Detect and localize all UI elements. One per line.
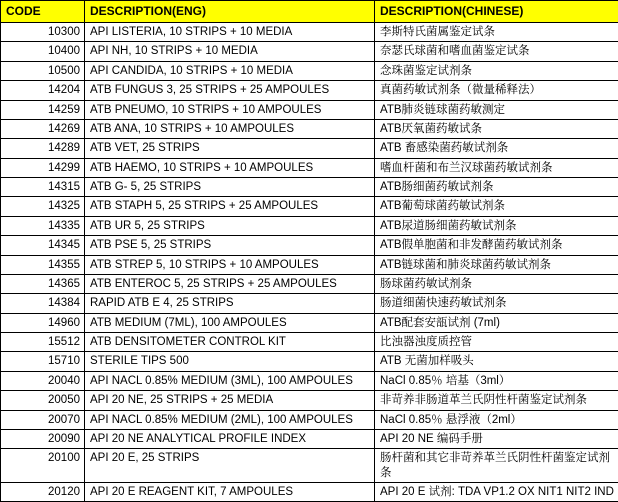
cell-description-eng: ATB MEDIUM (7ML), 100 AMPOULES [85,313,375,332]
cell-description-chinese: API 20 NE 编码手册 [375,429,618,448]
cell-code: 10300 [1,23,85,42]
table-row [1,100,618,119]
cell-description-chinese: ATB肺炎链球菌药敏测定 [375,100,618,119]
table-row [1,158,618,177]
table-row [1,352,618,371]
cell-code: 14325 [1,197,85,216]
cell-description-eng: ATB PSE 5, 25 STRIPS [85,236,375,255]
table-row [1,294,618,313]
table-row [1,274,618,293]
cell-code: 20090 [1,429,85,448]
table-header-row [1,1,618,23]
cell-description-chinese: 奈瑟氏球菌和嗜血菌鉴定试条 [375,42,618,61]
cell-description-eng: API 20 NE ANALYTICAL PROFILE INDEX [85,429,375,448]
cell-code: 10500 [1,61,85,80]
cell-description-eng: API NH, 10 STRIPS + 10 MEDIA [85,42,375,61]
table-row [1,23,618,42]
cell-description-eng: ATB ENTEROC 5, 25 STRIPS + 25 AMPOULES [85,274,375,293]
table-row [1,119,618,138]
cell-description-chinese: 肠道细菌快速药敏试剂条 [375,294,618,313]
cell-code: 14299 [1,158,85,177]
cell-code: 14289 [1,139,85,158]
table-row [1,410,618,429]
cell-description-chinese: ATB链球菌和肺炎球菌药敏试剂条 [375,255,618,274]
table-row [1,255,618,274]
cell-description-chinese: 比浊器浊度质控管 [375,333,618,352]
cell-description-eng: STERILE TIPS 500 [85,352,375,371]
cell-description-chinese: 真菌药敏试剂条（微量稀释法） [375,81,618,100]
cell-code: 14335 [1,216,85,235]
column-header-description-chinese: DESCRIPTION(CHINESE) [375,1,618,23]
cell-code: 14315 [1,178,85,197]
cell-description-eng: API 20 E, 25 STRIPS [85,449,375,483]
cell-description-eng: ATB ANA, 10 STRIPS + 10 AMPOULES [85,119,375,138]
cell-code: 14345 [1,236,85,255]
cell-description-chinese: 非苛养非肠道革兰氏阴性杆菌鉴定试剂条 [375,391,618,410]
table-row [1,313,618,332]
cell-code: 20050 [1,391,85,410]
cell-description-eng: ATB STREP 5, 10 STRIPS + 10 AMPOULES [85,255,375,274]
cell-code: 14269 [1,119,85,138]
cell-description-chinese: NaCl 0.85％ 培基（3ml） [375,371,618,390]
cell-description-eng: API NACL 0.85% MEDIUM (2ML), 100 AMPOULES [85,410,375,429]
table-row [1,197,618,216]
cell-code: 14960 [1,313,85,332]
cell-code: 15512 [1,333,85,352]
cell-code: 20120 [1,483,85,502]
cell-description-chinese: ATB 无菌加样吸头 [375,352,618,371]
cell-description-chinese: ATB假单胞菌和非发酵菌药敏试剂条 [375,236,618,255]
cell-description-eng: ATB G- 5, 25 STRIPS [85,178,375,197]
cell-description-chinese: ATB葡萄球菌药敏试剂条 [375,197,618,216]
cell-description-chinese: ATB肠细菌药敏试剂条 [375,178,618,197]
cell-description-chinese: 肠球菌药敏试剂条 [375,274,618,293]
cell-description-chinese: 念珠菌鉴定试剂条 [375,61,618,80]
table-row [1,81,618,100]
cell-code: 14204 [1,81,85,100]
cell-code: 15710 [1,352,85,371]
cell-description-eng: API 20 NE, 25 STRIPS + 25 MEDIA [85,391,375,410]
cell-description-chinese: API 20 E 试剂: TDA VP1.2 OX NIT1 NIT2 IND [375,483,618,502]
cell-description-eng: ATB FUNGUS 3, 25 STRIPS + 25 AMPOULES [85,81,375,100]
table-header [1,1,618,23]
table-row [1,333,618,352]
table-row [1,42,618,61]
cell-code: 14365 [1,274,85,293]
table-row [1,449,618,483]
table-body [1,23,618,502]
cell-description-eng: API 20 E REAGENT KIT, 7 AMPOULES [85,483,375,502]
table-row [1,178,618,197]
cell-description-eng: API NACL 0.85% MEDIUM (3ML), 100 AMPOULES [85,371,375,390]
cell-description-eng: ATB PNEUMO, 10 STRIPS + 10 AMPOULES [85,100,375,119]
column-header-description-eng: DESCRIPTION(ENG) [85,1,375,23]
table-row [1,391,618,410]
cell-description-eng: RAPID ATB E 4, 25 STRIPS [85,294,375,313]
cell-description-eng: ATB UR 5, 25 STRIPS [85,216,375,235]
table-row [1,429,618,448]
cell-description-chinese: 嗜血杆菌和布兰汉球菌药敏试剂条 [375,158,618,177]
cell-description-chinese: ATB配套安瓿试剂 (7ml) [375,313,618,332]
table-row [1,371,618,390]
cell-description-eng: ATB STAPH 5, 25 STRIPS + 25 AMPOULES [85,197,375,216]
cell-description-chinese: ATB厌氧菌药敏试条 [375,119,618,138]
cell-description-chinese: ATB 畜感染菌药敏试剂条 [375,139,618,158]
table-row [1,483,618,502]
cell-code: 14384 [1,294,85,313]
column-header-code: CODE [1,1,85,23]
cell-description-eng: ATB HAEMO, 10 STRIPS + 10 AMPOULES [85,158,375,177]
cell-description-chinese: 肠杆菌和其它非苛养革兰氏阴性杆菌鉴定试剂条 [375,449,618,483]
cell-description-chinese: NaCl 0.85％ 悬浮液（2ml） [375,410,618,429]
cell-code: 20040 [1,371,85,390]
cell-code: 14355 [1,255,85,274]
cell-description-eng: API CANDIDA, 10 STRIPS + 10 MEDIA [85,61,375,80]
table-row [1,61,618,80]
table-row [1,236,618,255]
cell-description-chinese: 李斯特氏菌属鉴定试条 [375,23,618,42]
cell-code: 20100 [1,449,85,483]
table-row [1,216,618,235]
cell-description-chinese: ATB尿道肠细菌药敏试剂条 [375,216,618,235]
cell-code: 14259 [1,100,85,119]
cell-code: 20070 [1,410,85,429]
cell-description-eng: ATB DENSITOMETER CONTROL KIT [85,333,375,352]
table-row [1,139,618,158]
cell-code: 10400 [1,42,85,61]
cell-description-eng: ATB VET, 25 STRIPS [85,139,375,158]
cell-description-eng: API LISTERIA, 10 STRIPS + 10 MEDIA [85,23,375,42]
